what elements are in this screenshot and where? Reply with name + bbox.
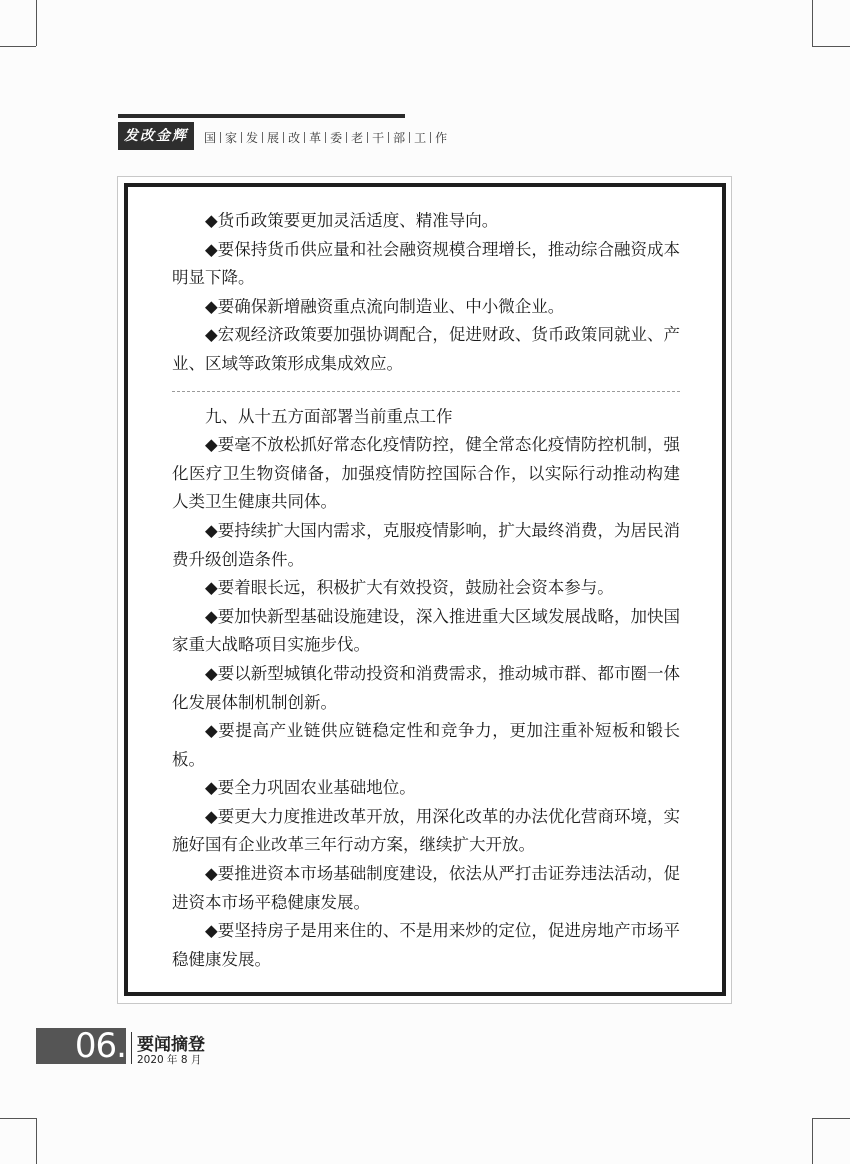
- crop-mark: [812, 0, 813, 46]
- subtitle-separator: [262, 132, 263, 143]
- crop-mark: [36, 1118, 37, 1164]
- subtitle-char: 干: [372, 130, 385, 145]
- paragraph: ◆要确保新增融资重点流向制造业、中小微企业。: [205, 296, 565, 316]
- masthead-logo: 发改金辉: [118, 122, 194, 150]
- subtitle-char: 革: [309, 130, 322, 145]
- section-title: 要闻摘登: [137, 1035, 205, 1055]
- subtitle-char: 发: [246, 130, 259, 145]
- crop-mark: [812, 1118, 813, 1164]
- issue-date: 2020 年 8 月: [137, 1054, 202, 1066]
- paragraph: ◆要保持货币供应量和社会融资规模合理增长，推动综合融资成本明显下降。: [172, 239, 680, 288]
- paragraph: ◆要毫不放松抓好常态化疫情防控，健全常态化疫情防控机制，强化医疗卫生物资储备，加强疫情防控国际合作，以实际行动推动构建人类卫生健康共同体。: [172, 435, 680, 512]
- subtitle-char: 家: [225, 130, 238, 145]
- header-rule: [118, 114, 405, 118]
- crop-mark: [812, 46, 850, 47]
- crop-mark: [36, 0, 37, 46]
- paragraph: ◆要提高产业链供应链稳定性和竞争力，更加注重补短板和锻长板。: [172, 721, 680, 769]
- subtitle-char: 委: [330, 130, 343, 145]
- subtitle-separator: [325, 132, 326, 143]
- subtitle-separator: [220, 132, 221, 143]
- paragraph: ◆要坚持房子是用来住的、不是用来炒的定位，促进房地产市场平稳健康发展。: [172, 921, 680, 969]
- subtitle-separator: [430, 132, 431, 143]
- subtitle-char: 展: [267, 130, 280, 145]
- footer-divider: [131, 1032, 132, 1064]
- dashed-divider: [172, 391, 680, 392]
- subtitle-char: 改: [288, 130, 301, 145]
- subtitle-char: 工: [414, 130, 427, 145]
- subtitle-char: 作: [435, 130, 448, 145]
- crop-mark: [0, 46, 36, 47]
- paragraph: ◆要着眼长远，积极扩大有效投资，鼓励社会资本参与。: [205, 578, 614, 598]
- paragraph: ◆要全力巩固农业基础地位。: [205, 778, 416, 798]
- paragraph: ◆要推进资本市场基础制度建设，依法从严打击证券违法活动，促进资本市场平稳健康发展。: [172, 864, 680, 912]
- subtitle-separator: [346, 132, 347, 143]
- subtitle-separator: [304, 132, 305, 143]
- paragraph: ◆要加快新型基础设施建设，深入推进重大区域发展战略，加快国家重大战略项目实施步伐。: [172, 606, 680, 655]
- section-heading: 九、从十五方面部署当前重点工作: [205, 406, 453, 426]
- subtitle-separator: [367, 132, 368, 143]
- paragraph: ◆要持续扩大国内需求，克服疫情影响，扩大最终消费，为居民消费升级创造条件。: [172, 520, 680, 569]
- paragraph: ◆要更大力度推进改革开放，用深化改革的办法优化营商环境，实施好国有企业改革三年行动方案，继续扩大开放。: [172, 806, 680, 855]
- subtitle-separator: [409, 132, 410, 143]
- masthead-subtitle: [202, 127, 449, 147]
- subtitle-char: 老: [351, 130, 364, 145]
- page-number: 06.: [74, 1026, 126, 1066]
- article-body: [172, 207, 680, 974]
- crop-mark: [812, 1118, 850, 1119]
- paragraph: ◆要以新型城镇化带动投资和消费需求，推动城市群、都市圈一体化发展体制机制创新。: [172, 663, 680, 712]
- subtitle-separator: [283, 132, 284, 143]
- paragraph: ◆货币政策要更加灵活适度、精准导向。: [205, 211, 499, 230]
- subtitle-separator: [388, 132, 389, 143]
- crop-mark: [0, 1118, 36, 1119]
- subtitle-char: 国: [204, 130, 217, 145]
- subtitle-separator: [241, 132, 242, 143]
- subtitle-char: 部: [393, 130, 406, 145]
- paragraph: ◆宏观经济政策要加强协调配合，促进财政、货币政策同就业、产业、区域等政策形成集成效应。: [172, 325, 680, 373]
